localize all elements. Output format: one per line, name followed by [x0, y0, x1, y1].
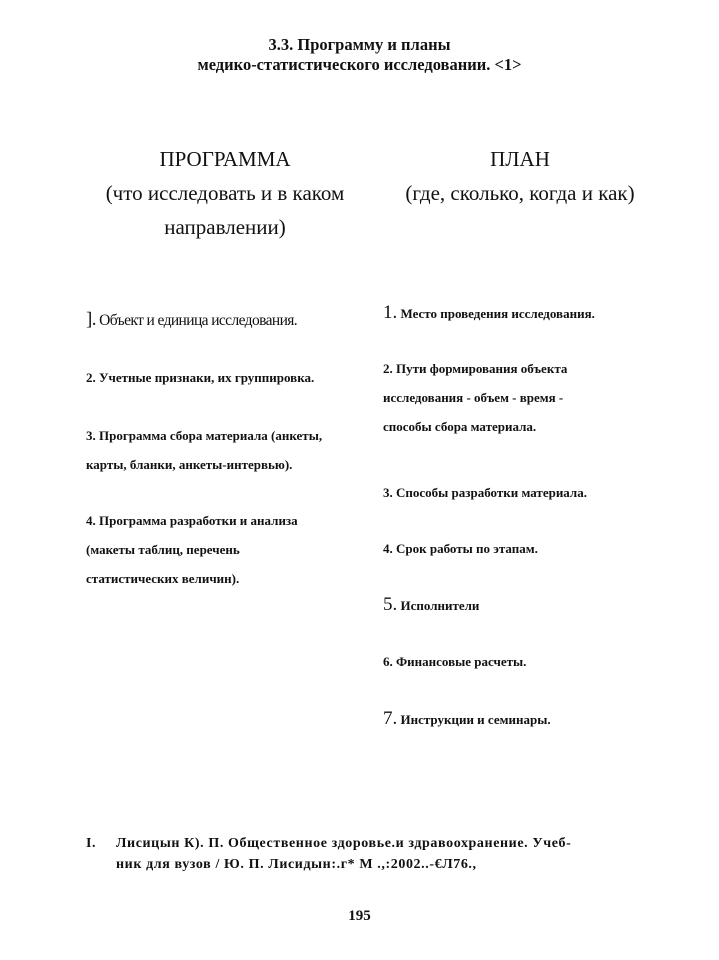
plan-item-4: 4. Срок работы по этапам. — [383, 541, 538, 556]
plan-item-2-line3: способы сбора материала. — [383, 419, 537, 434]
plan-item-1-number: 1. — [383, 302, 398, 323]
plan-heading-block — [370, 142, 670, 210]
plan-item-5 — [383, 590, 479, 620]
program-item-1 — [86, 305, 297, 335]
plan-item-7 — [383, 704, 551, 734]
plan-subheading: (где, сколько, когда и как) — [405, 181, 635, 205]
plan-item-2-line2: исследования - объем - время - — [383, 390, 564, 405]
program-subheading-line1: (что исследовать и в каком — [105, 181, 345, 205]
program-subheading-line2: направлении) — [164, 215, 286, 239]
footnote-line1 — [86, 833, 571, 854]
page-number: 195 — [348, 908, 371, 924]
program-item-3 — [86, 421, 322, 479]
plan-item-7-text: Инструкции и семинары. — [397, 712, 551, 727]
program-heading: ПРОГРАММА — [159, 147, 291, 171]
program-item-4-line2: (макеты таблиц, перечень — [86, 542, 240, 557]
footnote-marker: I. — [86, 836, 97, 851]
footnote — [86, 833, 571, 875]
plan-item-2-line1: 2. Пути формирования объекта — [383, 361, 568, 376]
section-title-line1: 3.3. Программу и планы — [268, 35, 451, 54]
program-item-3-line1: 3. Программа сбора материала (анкеты, — [86, 428, 323, 443]
plan-item-5-text: Исполнители — [397, 598, 480, 613]
plan-item-6: 6. Финансовые расчеты. — [383, 654, 527, 669]
plan-item-1-text: Место проведения исследования. — [397, 306, 595, 321]
plan-item-3: 3. Способы разработки материала. — [383, 485, 587, 500]
plan-heading: ПЛАН — [490, 147, 550, 171]
plan-item-2 — [383, 354, 567, 441]
program-heading-block — [60, 142, 390, 244]
program-item-2-number: 2. — [86, 370, 96, 385]
footnote-line1-text: Лисицын К). П. Общественное здоровье.и здравоохранение. Учеб- — [116, 836, 572, 851]
program-item-4 — [86, 506, 298, 593]
section-title-line2: медико-статистического исследовании. <1> — [197, 55, 522, 74]
plan-item-7-number: 7. — [383, 708, 398, 729]
program-item-3-line2: карты, бланки, анкеты-интервью). — [86, 457, 293, 472]
program-item-4-line3: статистических величин). — [86, 571, 240, 586]
program-item-2 — [86, 363, 314, 392]
program-item-4-line1: 4. Программа разработки и анализа — [86, 513, 298, 528]
footnote-line2: ник для вузов / Ю. П. Лисидын:.г* М .,:2002..-€Л76., — [116, 857, 477, 872]
plan-item-5-number: 5. — [383, 594, 398, 615]
program-item-1-number: ]. — [86, 309, 96, 330]
plan-item-1 — [383, 298, 595, 328]
program-item-2-text: Учетные признаки, их группировка. — [95, 370, 315, 385]
program-item-1-text: Объект и единица исследования. — [95, 312, 298, 329]
